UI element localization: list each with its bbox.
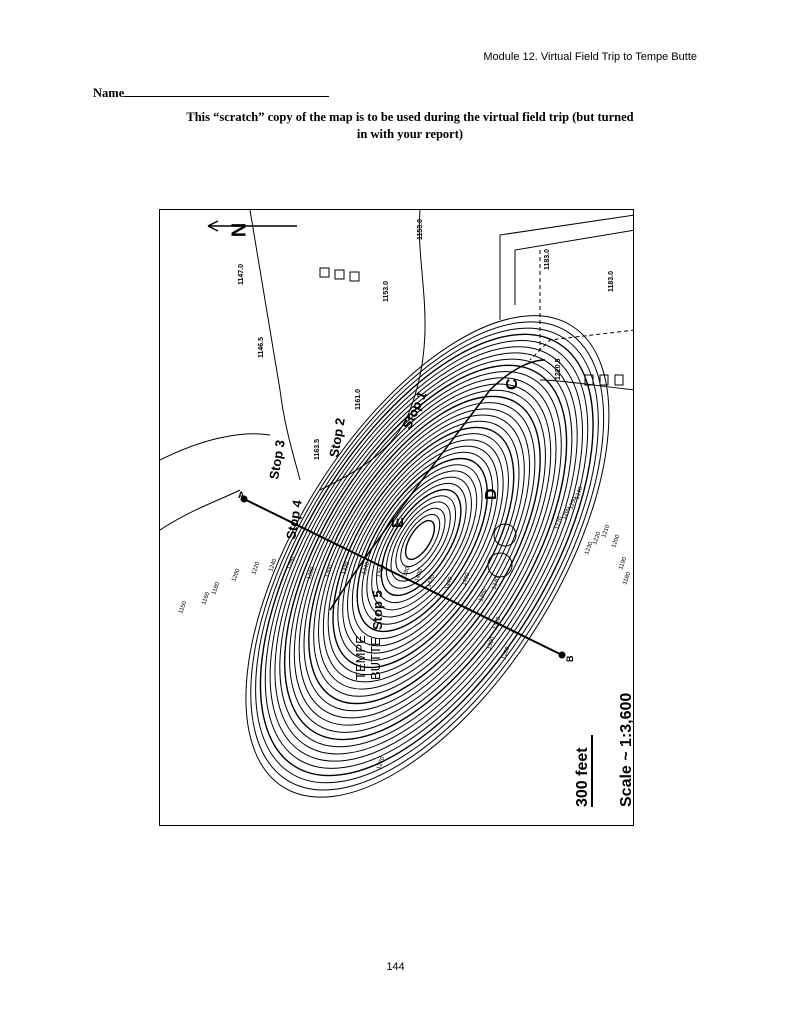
point-b-label: B — [565, 655, 575, 662]
point-e-label: E — [390, 517, 407, 528]
contour-label: 1300 — [324, 564, 335, 579]
contour-label: 1260 — [286, 556, 297, 571]
contour-line — [187, 270, 634, 826]
spot-elevation-6: 1163.5 — [314, 438, 321, 460]
contour-label: 1220 — [251, 561, 262, 576]
butte-label-line-2: BUTTE — [368, 637, 383, 680]
instructions — [130, 109, 690, 143]
contour-label: 1340 — [491, 576, 502, 591]
contour-label: 1420 — [426, 574, 437, 589]
topographic-map — [159, 209, 634, 826]
contour-label: 1320 — [341, 561, 352, 576]
scale-ratio-label: Scale ~ 1:3,600 — [618, 692, 635, 807]
road-line-1 — [500, 215, 634, 320]
name-field — [93, 85, 329, 101]
contour-label: 1220 — [592, 531, 603, 546]
wash-line-3 — [160, 434, 270, 460]
contour-label: 1150 — [178, 600, 189, 615]
contour-label: 1200 — [611, 534, 622, 549]
north-label: N — [228, 222, 251, 238]
contour-label: 1180 — [211, 581, 222, 596]
contour-label: 1440 — [444, 576, 455, 591]
contour-line — [228, 320, 623, 785]
contour-label: 1270 — [376, 756, 387, 771]
instructions-line-1: This “scratch” copy of the map is to be used during the virtual field trip (but turned — [186, 110, 634, 124]
contour-label: 1240 — [268, 558, 279, 573]
spot-elevation-1: 1153.0 — [417, 218, 424, 240]
spot-elevation-7: 1183.0 — [544, 248, 551, 270]
contour-label: 1400 — [414, 568, 425, 583]
contour-label: 1250 — [568, 496, 579, 511]
contour-line — [173, 257, 634, 826]
map-svg — [160, 210, 634, 826]
contour-label: 1270 — [554, 516, 565, 531]
stop-2-label: Stop 2 — [326, 416, 348, 459]
contour-label: 1320 — [492, 616, 503, 631]
contour-label: 1240 — [574, 486, 585, 501]
spot-elevation-4: 1146.5 — [258, 336, 265, 358]
contour-label: 1360 — [478, 588, 489, 603]
contour-label: 1300 — [486, 636, 497, 651]
stop-1-label: Stop 1 — [399, 388, 430, 432]
wash-line-4 — [160, 490, 240, 530]
contour-label: 1340 — [361, 561, 372, 576]
spot-elevation-5: 1161.0 — [355, 388, 362, 410]
stop-3-label: Stop 3 — [266, 438, 288, 481]
butte-label-line-1: TEMPE — [353, 635, 368, 680]
contour-lines — [173, 257, 634, 826]
point-d-label: D — [483, 488, 500, 500]
stop-4-label: Stop 4 — [283, 498, 305, 541]
building-6 — [615, 375, 623, 385]
page-number: 144 — [386, 961, 405, 973]
contour-line — [372, 485, 472, 600]
contour-label: 1160 — [201, 591, 212, 606]
contour-label: 1460 — [461, 572, 472, 587]
contour-label: 1360 — [376, 564, 387, 579]
contour-label: 1280 — [501, 646, 512, 661]
spot-elevation-3: 1153.0 — [383, 280, 390, 302]
contour-label: 1190 — [618, 556, 629, 571]
contour-label: 1380 — [401, 566, 412, 581]
instructions-line-2: in with your report) — [356, 127, 464, 141]
contour-label: 1230 — [584, 541, 595, 556]
name-label: Name — [93, 86, 125, 100]
contour-label: 1180 — [622, 571, 633, 586]
contour-line — [194, 280, 634, 826]
building-1 — [320, 268, 329, 277]
stop-5-label: Stop 5 — [370, 590, 385, 630]
spot-elevation-9: 1220.5 — [555, 358, 562, 380]
point-c-label: C — [504, 378, 521, 390]
building-3 — [350, 272, 359, 281]
contour-label: 1280 — [306, 566, 317, 581]
water-tank-2 — [488, 553, 512, 577]
name-blank-line[interactable] — [124, 85, 329, 97]
point-a-label: A — [238, 490, 245, 500]
spot-elevation-8: 1183.0 — [608, 270, 615, 292]
contour-label: 1200 — [231, 568, 242, 583]
scale-bar-label: 300 feet — [574, 747, 591, 807]
road-line-2 — [515, 230, 634, 305]
module-header: Module 12. Virtual Field Trip to Tempe Butte — [483, 51, 697, 63]
contour-label: 1210 — [601, 524, 612, 539]
building-5 — [600, 375, 608, 385]
spot-elevation-2: 1147.0 — [238, 263, 245, 285]
contour-line — [283, 383, 565, 715]
contour-label: 1260 — [561, 506, 572, 521]
building-2 — [335, 270, 344, 279]
